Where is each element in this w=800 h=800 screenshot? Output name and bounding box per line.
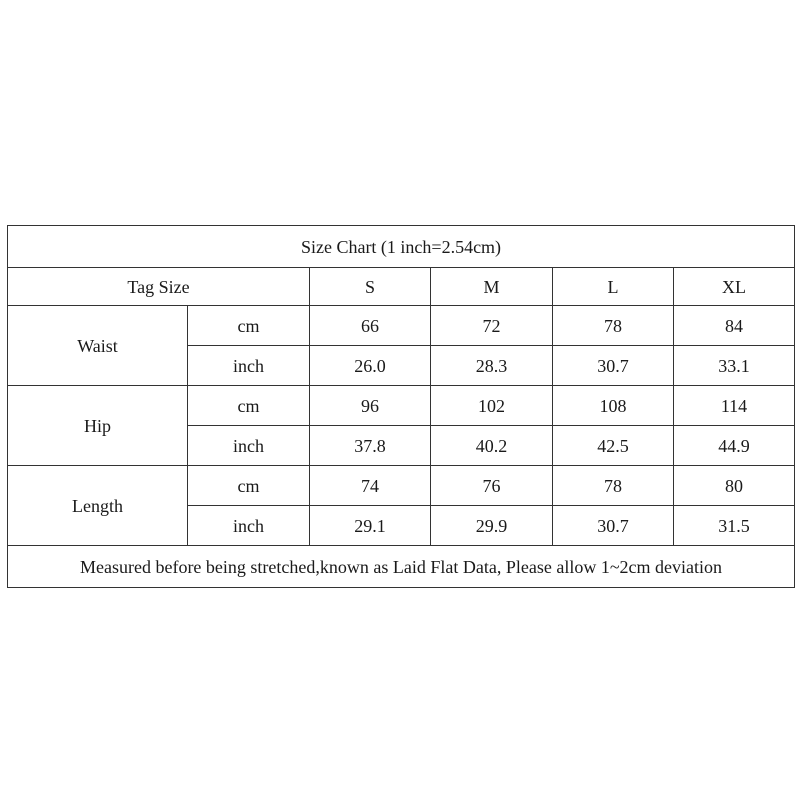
note-row [8, 546, 795, 588]
unit-label: cm [188, 386, 310, 426]
value-cell: 72 [431, 306, 553, 346]
value-cell: 30.7 [553, 346, 674, 386]
value-cell: 31.5 [674, 506, 795, 546]
size-header-l: L [553, 268, 674, 306]
unit-label: cm [188, 466, 310, 506]
value-cell: 40.2 [431, 426, 553, 466]
value-cell: 74 [310, 466, 431, 506]
chart-title: Size Chart (1 inch=2.54cm) [8, 226, 795, 268]
measurement-note: Measured before being stretched,known as Laid Flat Data, Please allow 1~2cm deviation [8, 546, 795, 588]
tag-size-label: Tag Size [8, 268, 310, 306]
value-cell: 108 [553, 386, 674, 426]
unit-label: inch [188, 506, 310, 546]
title-row [8, 226, 795, 268]
table-row [8, 386, 795, 426]
value-cell: 30.7 [553, 506, 674, 546]
header-row [8, 268, 795, 306]
value-cell: 96 [310, 386, 431, 426]
value-cell: 102 [431, 386, 553, 426]
size-header-xl: XL [674, 268, 795, 306]
value-cell: 28.3 [431, 346, 553, 386]
unit-label: inch [188, 346, 310, 386]
size-header-m: M [431, 268, 553, 306]
measurement-label-hip: Hip [8, 386, 188, 466]
value-cell: 78 [553, 306, 674, 346]
value-cell: 114 [674, 386, 795, 426]
value-cell: 80 [674, 466, 795, 506]
value-cell: 42.5 [553, 426, 674, 466]
value-cell: 33.1 [674, 346, 795, 386]
value-cell: 66 [310, 306, 431, 346]
measurement-label-length: Length [8, 466, 188, 546]
measurement-label-waist: Waist [8, 306, 188, 386]
size-chart-table [7, 225, 795, 588]
value-cell: 37.8 [310, 426, 431, 466]
table-row [8, 466, 795, 506]
value-cell: 78 [553, 466, 674, 506]
unit-label: cm [188, 306, 310, 346]
value-cell: 29.9 [431, 506, 553, 546]
size-header-s: S [310, 268, 431, 306]
unit-label: inch [188, 426, 310, 466]
value-cell: 26.0 [310, 346, 431, 386]
value-cell: 29.1 [310, 506, 431, 546]
value-cell: 44.9 [674, 426, 795, 466]
table-row [8, 306, 795, 346]
value-cell: 84 [674, 306, 795, 346]
value-cell: 76 [431, 466, 553, 506]
